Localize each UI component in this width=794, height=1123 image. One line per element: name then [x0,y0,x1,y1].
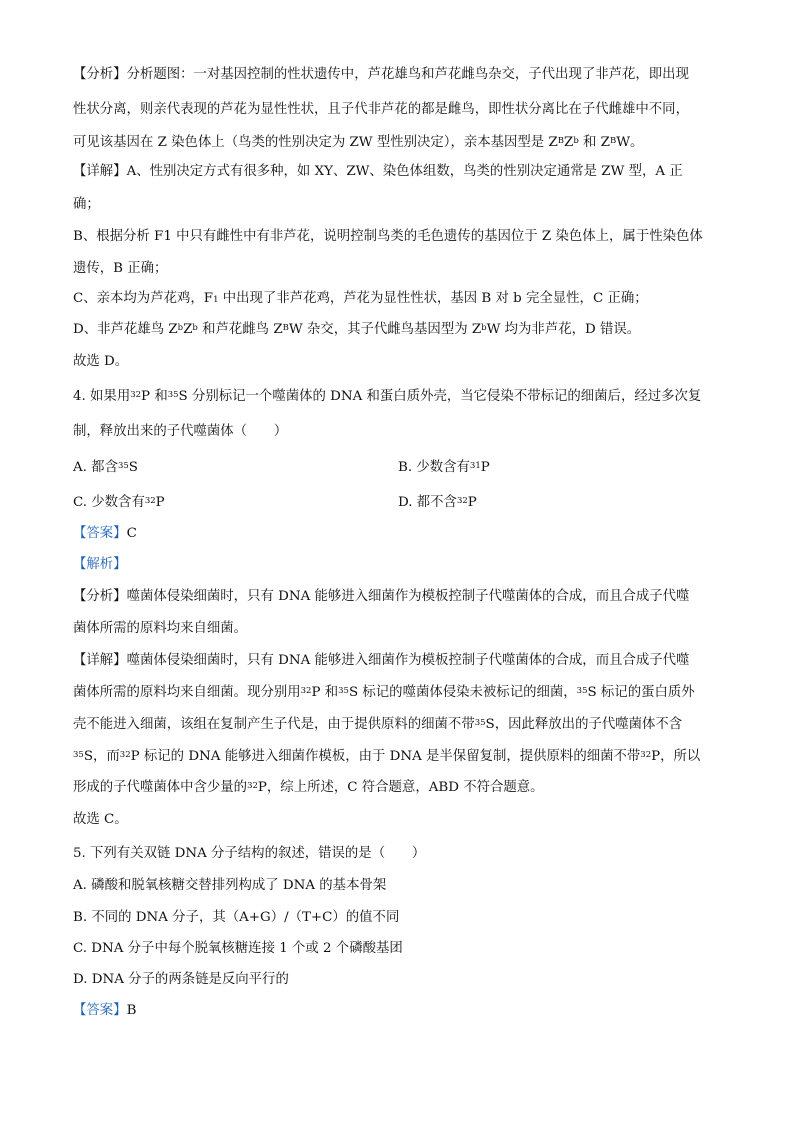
q4-jiexi-tag: 【解析】 [73,557,127,572]
q3-detail-line-b1: B、根据分析 F1 中只有雌性中有非芦花，说明控制鸟类的毛色遗传的基因位于 Z 染色体上，属于性染色体 [73,229,703,244]
q5-stem: 5. 下列有关双链 DNA 分子结构的叙述，错误的是（ ） [73,846,426,861]
q3-analysis-line-2: 性状分离，则亲代表现的芦花为显性性状，且子代非芦花的都是雌鸟，即性状分离比在子代雌雄中不同， [73,102,689,117]
q5-answer: 【答案】B [73,1003,137,1018]
q4-stem-line-2: 制，释放出来的子代噬菌体（ ） [73,424,288,439]
q4-stem-line-1: 4. 如果用$^{32}$P 和$^{35}$S 分别标记一个噬菌体的 DNA 和蛋白质外壳，当它侵染不带标记的细菌后，经过多次复 [73,389,702,404]
q4-detail-line-2: 菌体所需的原料均来自细菌。现分别用$^{32}$P 和$^{35}$S 标记的噬菌体侵染未被标记的细菌，$^{35}$S 标记的蛋白质外 [73,685,695,700]
q3-detail-line-a2: 确； [73,197,100,212]
q4-detail-line-5: 形成的子代噬菌体中含少量的$^{32}$P，综上所述，C 符合题意，ABD 不符合题意。 [73,780,544,795]
q4-analysis-line-1: 【分析】噬菌体侵染细菌时，只有 DNA 能够进入细菌作为模板控制子代噬菌体的合成，而且合成子代噬 [73,589,690,604]
q4-detail-line-4: $^{35}$S，而$^{32}$P 标记的 DNA 能够进入细菌作模板，由于 DNA 是半保留复制，提供原料的细菌不带$^{32}$P，所以 [73,749,701,764]
q3-detail-line-c: C、亲本均为芦花鸡，$F_1$ 中出现了非芦花鸡，芦花为显性性状，基因 B 对 b 完全显性，C 正确； [73,291,648,306]
q3-detail-line-a1: 【详解】A、性别决定方式有很多种，如 XY、ZW、染色体组数，鸟类的性别决定通常是 ZW 型，A 正 [73,164,683,179]
q4-conclusion: 故选 C。 [73,812,128,827]
q3-detail-line-b2: 遗传，B 正确； [73,261,168,276]
q4-option-a: A. 都含$^{35}$S [73,460,138,475]
q5-option-b: B. 不同的 DNA 分子，其（A+G）/（T+C）的值不同 [73,910,400,925]
q4-detail-line-3: 壳不能进入细菌，该组在复制产生子代是，由于提供原料的细菌不带$^{35}$S，因此释放出的子代噬菌体不含 [73,717,683,732]
q5-option-c: C. DNA 分子中每个脱氧核糖连接 1 个或 2 个磷酸基团 [73,941,403,956]
q4-option-d: D. 都不含$^{32}$P [398,495,477,510]
q3-analysis-line-3: 可见该基因在 Z 染色体上（鸟类的性别决定为 ZW 型性别决定），亲本基因型是 $Z^BZ^b$ 和 $Z^BW$。 [73,135,644,150]
q4-option-b: B. 少数含有$^{31}$P [398,460,490,475]
q3-detail-line-d: D、非芦花雄鸟 $Z^bZ^b$ 和芦花雌鸟 $Z^BW$ 杂交，其子代雌鸟基因型为 $Z^bW$ 均为非芦花，D 错误。 [73,322,641,337]
q3-analysis-line-1: 【分析】分析题图：一对基因控制的性状遗传中，芦花雄鸟和芦花雌鸟杂交，子代出现了非芦花，即出现 [73,67,689,82]
q3-conclusion: 故选 D。 [73,354,129,369]
q4-detail-line-1: 【详解】噬菌体侵染细菌时，只有 DNA 能够进入细菌作为模板控制子代噬菌体的合成，而且合成子代噬 [73,653,690,668]
q4-answer: 【答案】C [73,526,137,541]
q5-option-d: D. DNA 分子的两条链是反向平行的 [73,972,289,987]
q4-option-c: C. 少数含有$^{32}$P [73,495,165,510]
q5-option-a: A. 磷酸和脱氧核糖交替排列构成了 DNA 的基本骨架 [73,878,387,893]
q4-analysis-line-2: 菌体所需的原料均来自细菌。 [73,621,248,636]
